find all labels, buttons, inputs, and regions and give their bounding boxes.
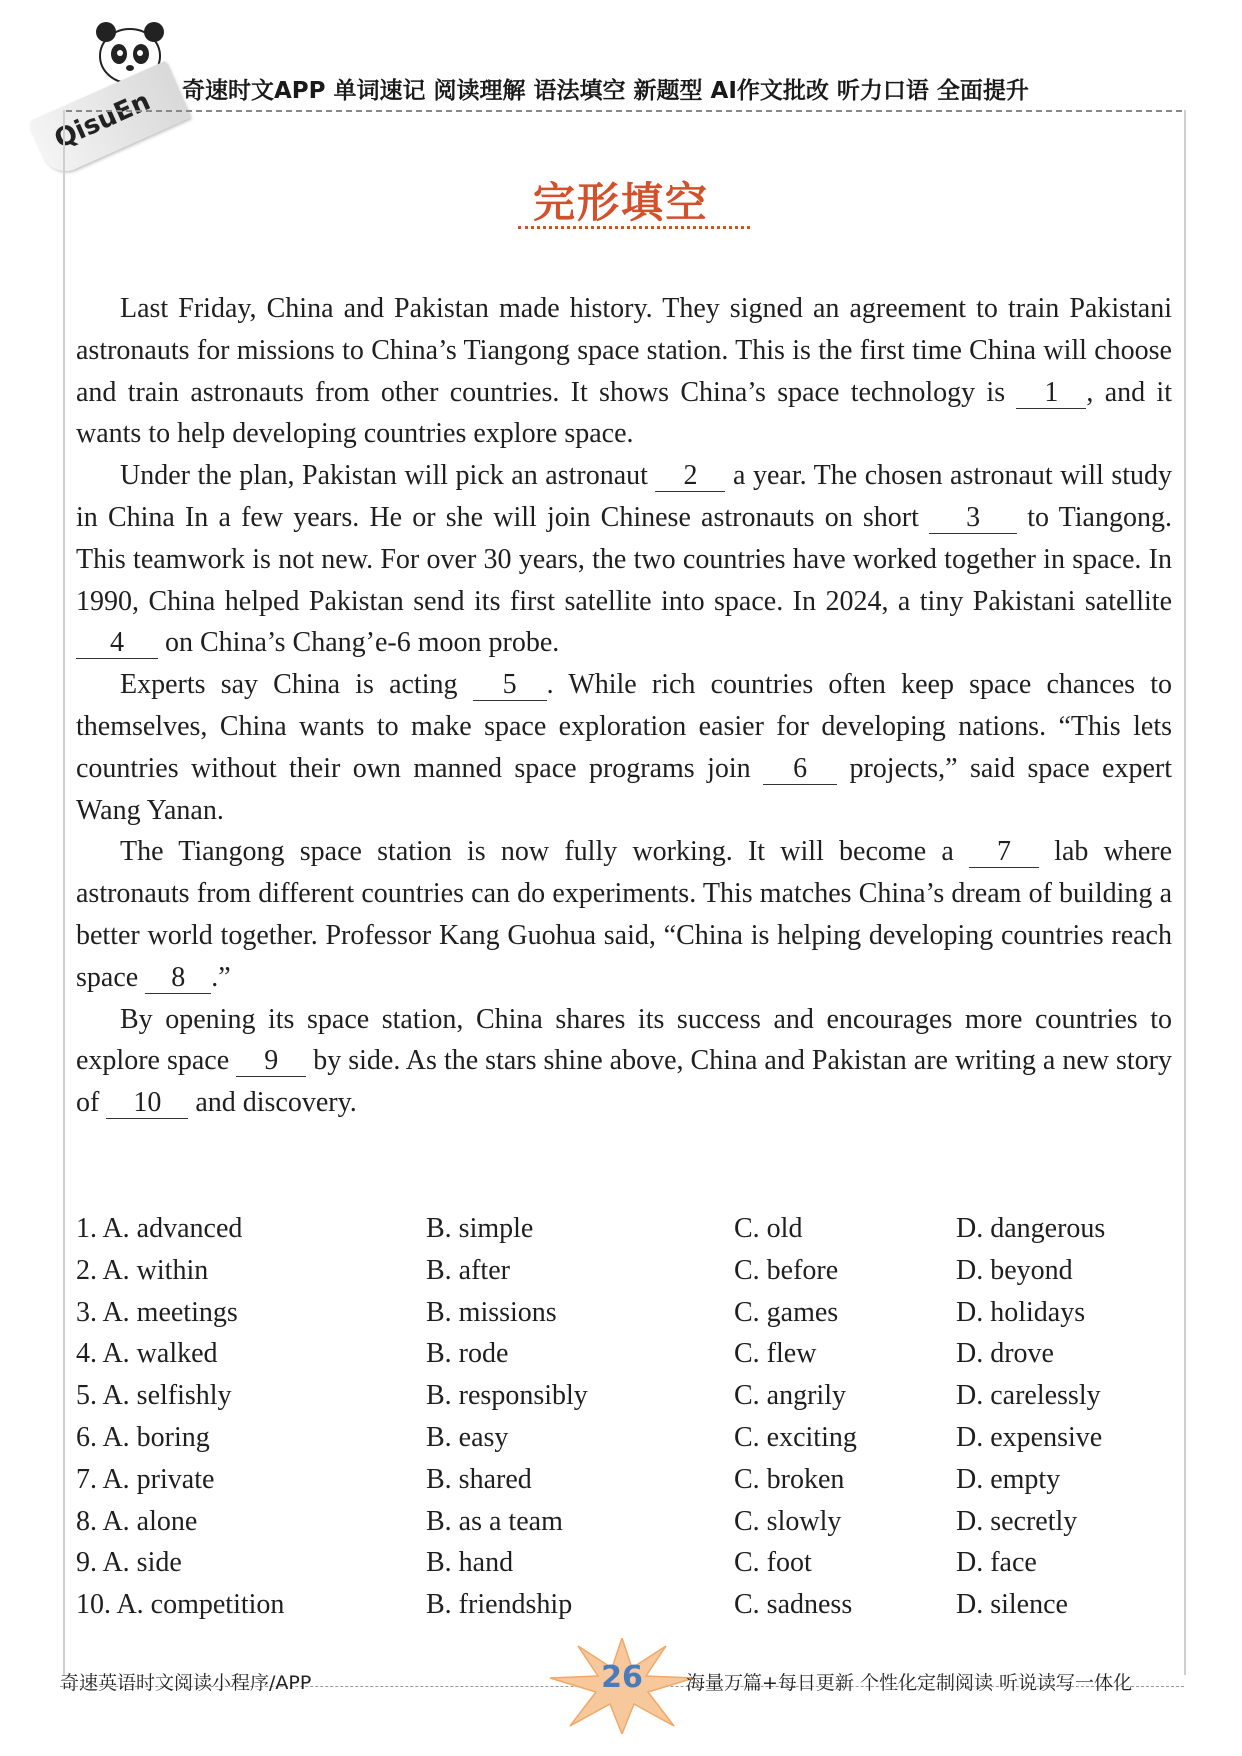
passage-paragraph-3: Experts say China is acting 5 . While rich countries often keep space chances to themselves, China wants to make space exploration easier for developing nations. “This lets countries without their own manned space programs join 6 projects,” said space expert Wang Yanan. [76, 669, 1173, 826]
blank-10[interactable]: 10 [106, 1088, 188, 1119]
footer-slogan: 海量万篇+每日更新 个性化定制阅读 听说读写一体化 [686, 1672, 1133, 1694]
option-c[interactable]: C. flew [734, 1338, 817, 1370]
option-b[interactable]: B. as a team [426, 1505, 563, 1537]
option-c[interactable]: C. angrily [734, 1380, 846, 1412]
option-d[interactable]: D. beyond [956, 1254, 1073, 1286]
title-underline [518, 226, 750, 229]
passage-paragraph-2: Under the plan, Pakistan will pick an astronaut 2 a year. The chosen astronaut will study in China In a few years. He or she will join Chinese astronauts on short 3 to Tiangong. This teamwork is not new. For over 30 years, the two countries have worked together in space. In 1990, China helped Pakistan send its first satellite into space. In 2024, a tiny Pakistani satellite 4 on China’s Chang’e-6 moon probe. [76, 460, 1172, 659]
blank-5[interactable]: 5 [473, 670, 547, 701]
option-a[interactable]: 3. A. meetings [76, 1296, 238, 1328]
cloze-passage [76, 288, 1172, 1124]
option-d[interactable]: D. empty [956, 1463, 1061, 1495]
page-frame-left [63, 110, 65, 1675]
option-b[interactable]: B. rode [426, 1338, 509, 1370]
option-c[interactable]: C. broken [734, 1463, 845, 1495]
option-d[interactable]: D. drove [956, 1338, 1054, 1370]
option-b[interactable]: B. easy [426, 1421, 509, 1453]
option-a[interactable]: 4. A. walked [76, 1338, 218, 1370]
option-c[interactable]: C. before [734, 1254, 839, 1286]
blank-1[interactable]: 1 [1016, 378, 1086, 409]
option-d[interactable]: D. secretly [956, 1505, 1078, 1537]
option-c[interactable]: C. foot [734, 1547, 812, 1579]
question-row-4 [76, 1333, 1176, 1375]
question-row-8 [76, 1501, 1176, 1543]
option-b[interactable]: B. after [426, 1254, 510, 1286]
blank-3[interactable]: 3 [929, 503, 1017, 534]
option-b[interactable]: B. responsibly [426, 1380, 588, 1412]
question-row-3 [76, 1292, 1176, 1334]
blank-2[interactable]: 2 [655, 461, 725, 492]
passage-paragraph-4: The Tiangong space station is now fully working. It will become a 7 lab where astronauts from different countries can do experiments. This matches China’s dream of building a better world together. Professor Kang Guohua said, “China is helping developing countries reach space 8 .” [76, 836, 1172, 993]
brand-name: QisuEn [50, 86, 155, 155]
blank-6[interactable]: 6 [763, 754, 837, 785]
option-b[interactable]: B. shared [426, 1463, 532, 1495]
option-d[interactable]: D. carelessly [956, 1380, 1101, 1412]
option-b[interactable]: B. missions [426, 1296, 557, 1328]
option-d[interactable]: D. face [956, 1547, 1037, 1579]
blank-7[interactable]: 7 [969, 837, 1039, 868]
option-d[interactable]: D. dangerous [956, 1213, 1106, 1244]
option-c[interactable]: C. sadness [734, 1589, 853, 1621]
option-c[interactable]: C. slowly [734, 1505, 842, 1537]
question-row-9 [76, 1542, 1176, 1584]
question-row-2 [76, 1250, 1176, 1292]
option-a[interactable]: 7. A. private [76, 1463, 215, 1495]
header-tagline: 奇速时文APP 单词速记 阅读理解 语法填空 新题型 AI作文批改 听力口语 全面提升 [182, 78, 1029, 104]
question-row-1 [76, 1208, 1176, 1250]
option-a[interactable]: 10. A. competition [76, 1589, 285, 1621]
question-row-5 [76, 1375, 1176, 1417]
question-row-7 [76, 1459, 1176, 1501]
page-frame-right [1184, 110, 1186, 1675]
option-a[interactable]: 1. A. advanced [76, 1213, 243, 1244]
header-divider [66, 110, 1182, 112]
option-a[interactable]: 8. A. alone [76, 1505, 198, 1537]
passage-paragraph-5: By opening its space station, China shares its success and encourages more countries to explore space 9 by side. As the stars shine above, China and Pakistan are writing a new story of 10 and discovery. [76, 1003, 1173, 1119]
option-b[interactable]: B. simple [426, 1213, 534, 1244]
blank-8[interactable]: 8 [145, 963, 211, 994]
option-c[interactable]: C. old [734, 1213, 803, 1244]
option-b[interactable]: B. hand [426, 1547, 514, 1579]
option-d[interactable]: D. silence [956, 1589, 1068, 1621]
option-a[interactable]: 5. A. selfishly [76, 1380, 232, 1412]
question-row-10 [76, 1584, 1176, 1626]
passage-paragraph-1: Last Friday, China and Pakistan made history. They signed an agreement to train Pakistani astronauts for missions to China’s Tiangong space station. This is the first time China will choose and train astronauts from other countries. It shows China’s space technology is 1 , and it wants to help developing countries explore space. [76, 293, 1172, 450]
option-b[interactable]: B. friendship [426, 1589, 573, 1621]
option-c[interactable]: C. games [734, 1296, 839, 1328]
answer-options [76, 1208, 1176, 1626]
option-a[interactable]: 6. A. boring [76, 1421, 210, 1453]
option-a[interactable]: 2. A. within [76, 1254, 209, 1286]
page-number: 26 [601, 1660, 643, 1695]
option-d[interactable]: D. holidays [956, 1296, 1086, 1328]
blank-4[interactable]: 4 [76, 628, 158, 659]
page-title: 完形填空 [532, 178, 709, 227]
footer-app-name: 奇速英语时文阅读小程序/APP [60, 1672, 312, 1694]
option-a[interactable]: 9. A. side [76, 1547, 182, 1579]
option-c[interactable]: C. exciting [734, 1421, 857, 1453]
option-d[interactable]: D. expensive [956, 1421, 1103, 1453]
question-row-6 [76, 1417, 1176, 1459]
blank-9[interactable]: 9 [236, 1046, 306, 1077]
